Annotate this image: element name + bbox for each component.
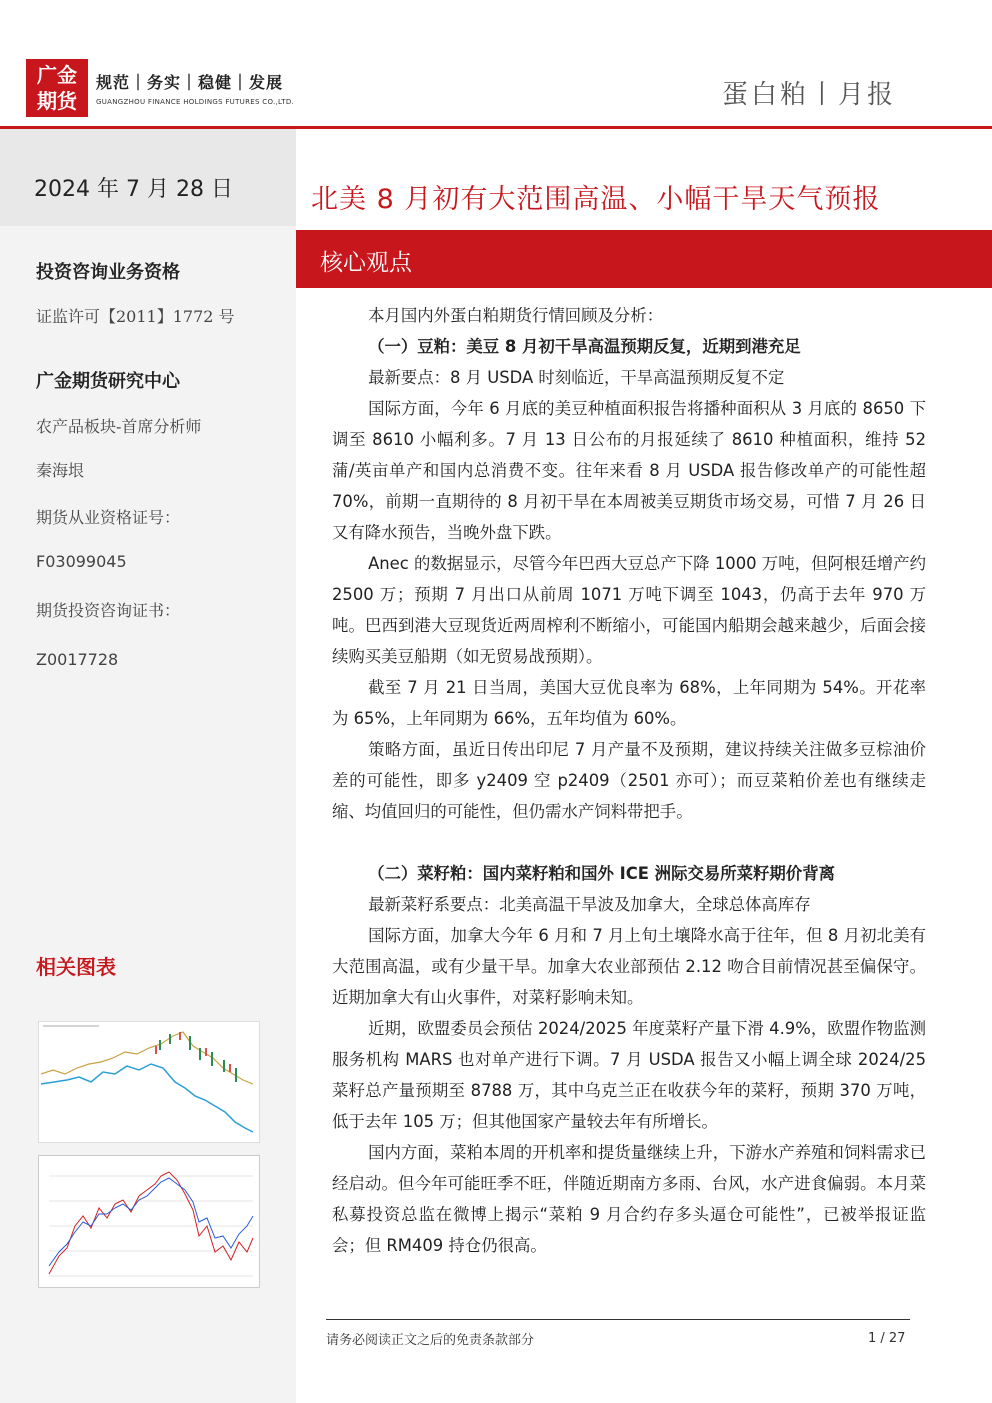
page-number: 1 / 27 — [868, 1331, 906, 1346]
futures-cert-label: 期货从业资格证号： — [36, 508, 181, 527]
body-paragraph: 国际方面，今年 6 月底的美豆种植面积报告将播种面积从 3 月底的 8650 下调至 8610 小幅利多。7 月 13 日公布的月报延续了 8610 种植面积，维持 52 蒲/英亩单产和国内总消费不变。往年来看 8 月 USDA 报告修改单产的可能性超 70%，前期一直期待的 8 月初干旱在本周被美豆期货市场交易，可惜 7 月 26 日又有降水预告，当晚外盘下跌。 — [332, 399, 926, 542]
report-title: 北美 8 月初有大范围高温、小幅干旱天气预报 — [311, 184, 881, 215]
chart-thumbnail-2-graphic — [39, 1156, 259, 1287]
chart-thumbnail-1-graphic — [39, 1022, 259, 1142]
futures-cert-number: F03099045 — [36, 552, 127, 571]
company-logo — [26, 59, 88, 117]
soymeal-section-heading: （一）豆粕：美豆 8 月初干旱高温预期反复，近期到港充足 — [368, 337, 801, 356]
research-center-heading: 广金期货研究中心 — [36, 371, 180, 392]
disclaimer-note: 请务必阅读正文之后的免责条款部分 — [326, 1333, 535, 1348]
qualification-heading: 投资咨询业务资格 — [36, 262, 180, 283]
soymeal-key-point: 最新要点：8 月 USDA 时刻临近，干旱高温预期反复不定 — [368, 368, 785, 387]
report-body — [332, 300, 926, 1261]
section-gap — [332, 827, 926, 858]
body-paragraph: 国际方面，加拿大今年 6 月和 7 月上旬土壤降水高于往年，但 8 月初北美有大范围高温，或有少量干旱。加拿大农业部预估 2.12 吻合目前情况甚至偏保守。近期加拿大有山火事件，对菜籽影响未知。 — [332, 926, 926, 1007]
logo-line-2: 期货 — [37, 89, 77, 113]
rapeseed-meal-section-heading: （二）菜籽粕：国内菜籽粕和国外 ICE 洲际交易所菜籽期价背离 — [368, 864, 835, 883]
footer-divider — [326, 1319, 910, 1320]
company-name-en: GUANGZHOU FINANCE HOLDINGS FUTURES CO.,LTD. — [96, 98, 295, 106]
body-paragraph: Anec 的数据显示，尽管今年巴西大豆总产下降 1000 万吨，但阿根廷增产约 2500 万；预期 7 月出口从前周 1071 万吨下调至 1043，仍高于去年 970 万吨。巴西到港大豆现货近两周榨利不断缩小，可能国内船期会越来越少，后面会接续购买美豆船期（如无贸易战预期）。 — [332, 554, 926, 666]
report-date: 2024 年 7 月 28 日 — [34, 177, 233, 202]
body-paragraph: 截至 7 月 21 日当周，美国大豆优良率为 68%，上年同期为 54%。开花率为 65%，上年同期为 66%，五年均值为 60%。 — [332, 678, 926, 728]
rapeseed-key-point: 最新菜籽系要点：北美高温干旱波及加拿大，全球总体高库存 — [368, 895, 811, 914]
qualification-license: 证监许可【2011】1772 号 — [36, 307, 235, 326]
body-paragraph: 策略方面，虽近日传出印尼 7 月产量不及预期，建议持续关注做多豆棕油价差的可能性，即多 y2409 空 p2409（2501 亦可）；而豆菜粕价差也有继续走缩、均值回归的可能性，但仍需水产饲料带把手。 — [332, 740, 926, 821]
company-slogan: 规范｜务实｜稳健｜发展 — [96, 73, 284, 92]
body-paragraph: 国内方面，菜粕本周的开机率和提货量继续上升，下游水产养殖和饲料需求已经启动。但今年可能旺季不旺，伴随近期南方多雨、台风，水产进食偏弱。本月菜私募投资总监在微博上揭示“菜粕 9 月合约存多头逼仓可能性”，已被举报证监会；但 RM409 持仓仍很高。 — [332, 1143, 926, 1255]
consult-cert-label: 期货投资咨询证书： — [36, 601, 181, 620]
core-view-heading: 核心观点 — [320, 250, 412, 276]
body-paragraph: 近期，欧盟委员会预估 2024/2025 年度菜籽产量下滑 4.9%，欧盟作物监测服务机构 MARS 也对单产进行下调。7 月 USDA 报告又小幅上调全球 2024/25 菜籽总产量预期至 8788 万，其中乌克兰正在收获今年的菜籽，预期 370 万吨，低于去年 105 万；但其他国家产量较去年有所增长。 — [332, 1019, 926, 1131]
analyst-name: 秦海垠 — [36, 461, 85, 480]
chart-thumbnail-2[interactable] — [38, 1155, 260, 1288]
related-charts-heading: 相关图表 — [36, 955, 116, 979]
analyst-role: 农产品板块-首席分析师 — [36, 417, 202, 436]
chart-thumbnail-1[interactable] — [38, 1021, 260, 1143]
logo-line-1: 广金 — [37, 63, 77, 87]
intro-paragraph: 本月国内外蛋白粕期货行情回顾及分析： — [368, 306, 664, 325]
report-type: 蛋白粕丨月报 — [721, 80, 896, 110]
consult-cert-number: Z0017728 — [36, 650, 119, 669]
